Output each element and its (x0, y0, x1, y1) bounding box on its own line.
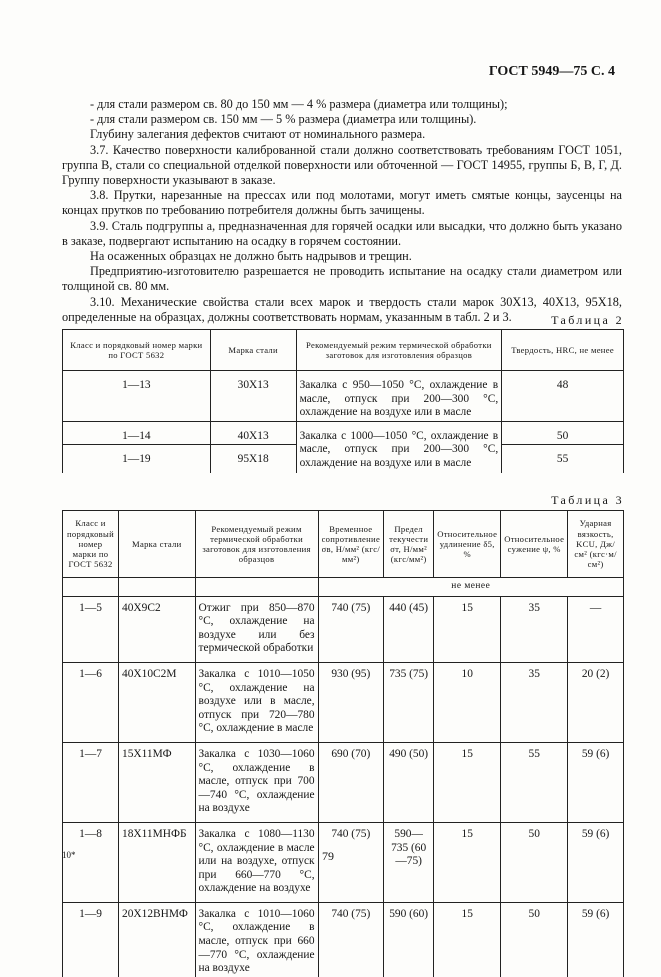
table3-header-yield-strength: Предел текучести σт, Н/мм² (кгс/мм²) (384, 511, 434, 578)
table3-cell-psi: 50 (501, 822, 568, 902)
table2-header-hardness: Твердость, HRC, не менее (502, 330, 624, 371)
table3-cell-kcu: 59 (6) (568, 742, 624, 822)
table3-cell-sigma-t: 440 (45) (384, 596, 434, 662)
table2-cell-treatment: Закалка с 950—1050 °С, охлаждение в масле, отпуск при 200—300 °С, охлаждение на воздухе или в масле (296, 371, 502, 422)
table2-cell-grade: 95Х18 (210, 445, 296, 473)
table3-header-tensile-strength: Временное сопротивление σв, Н/мм² (кгс/мм²) (318, 511, 384, 578)
table2 (62, 329, 624, 473)
paragraph: 3.9. Сталь подгруппы а, предназначенная для горячей осадки или высадки, что должно быть указано в заказе, подвергают испытанию на осадку в горячем состоянии. (62, 218, 622, 248)
paragraph: Предприятию-изготовителю разрешается не проводить испытание на осадку стали диаметром или толщиной св. 80 мм. (62, 264, 622, 294)
table3-cell-delta: 15 (434, 596, 501, 662)
table2-cell-grade: 30Х13 (210, 371, 296, 422)
table3-cell-psi: 55 (501, 742, 568, 822)
table3-subheader: не менее (318, 578, 623, 597)
paragraph: 3.8. Прутки, нарезанные на прессах или под молотами, могут иметь смятые концы, заусенцы на концах прутков по требованию потребителя должны быть зачищены. (62, 188, 622, 218)
table3-cell-kcu: 20 (2) (568, 662, 624, 742)
table2-header-class: Класс и порядковый номер марки по ГОСТ 5632 (63, 330, 211, 371)
table3-header-treatment: Рекомендуемый режим термической обработки заготовок для изготовления образцов (195, 511, 318, 578)
paragraph: 3.7. Качество поверхности калиброванной стали должно соответствовать требованиям ГОСТ 1051, группа В, стали со специальной отделкой поверхности или обточенной — ГОСТ 14955, группы Б, В, Г, Д. Группу поверхности указывают в заказе. (62, 142, 622, 188)
table3-header-grade: Марка стали (119, 511, 196, 578)
table3-cell-kcu: 59 (6) (568, 822, 624, 902)
table3-cell-grade: 18Х11МНФБ (119, 822, 196, 902)
table2-cell-class: 1—13 (63, 371, 211, 422)
table-row (63, 662, 624, 742)
table3-cell-psi: 35 (501, 596, 568, 662)
table-row (63, 421, 624, 445)
paragraph: - для стали размером св. 150 мм — 5 % размера (диаметра или толщины). (90, 112, 477, 127)
table3-cell-treatment: Закалка с 1010—1060 °С, охлаждение в масле, отпуск при 660—770 °С, охлаждение на воздухе (195, 902, 318, 976)
table3-cell-treatment: Закалка с 1010—1050 °С, охлаждение на воздухе или в масле, отпуск при 720—780 °С, охлаждение в масле (195, 662, 318, 742)
table3-cell-class: 1—5 (63, 596, 119, 662)
table3-cell-psi: 50 (501, 902, 568, 976)
table3-cell-treatment: Закалка с 1080—1130 °С, охлаждение в масле или на воздухе, отпуск при 660—770 °С, охлаждение на воздухе (195, 822, 318, 902)
table2-cell-class: 1—14 (63, 421, 211, 445)
table3-cell-psi: 35 (501, 662, 568, 742)
table3-cell-treatment: Закалка с 1030—1060 °С, охлаждение в масле, отпуск при 700—740 °С, охлаждение на воздухе (195, 742, 318, 822)
table-row (63, 902, 624, 976)
table3-cell-grade: 15Х11МФ (119, 742, 196, 822)
table3-cell-grade: 40Х10С2М (119, 662, 196, 742)
table3-cell-kcu: — (568, 596, 624, 662)
table3-cell-kcu: 59 (6) (568, 902, 624, 976)
print-signature-mark: 10* (62, 850, 76, 860)
table3-cell-delta: 15 (434, 742, 501, 822)
paragraph: - для стали размером св. 80 до 150 мм — 4 % размера (диаметра или толщины); (90, 97, 508, 111)
table3-cell-sigma-b: 740 (75) (318, 822, 384, 902)
table2-cell-hrc: 55 (502, 445, 624, 473)
table3-cell-delta: 15 (434, 902, 501, 976)
page-number: 79 (322, 849, 334, 863)
table2-header-treatment: Рекомендуемый режим термической обработки заготовок для изготовления образцов (296, 330, 502, 371)
table3-cell-sigma-t: 590—735 (60—75) (384, 822, 434, 902)
table3-cell-delta: 10 (434, 662, 501, 742)
table2-cell-class: 1—19 (63, 445, 211, 473)
table2-caption: Таблица 2 (551, 313, 624, 327)
table2-header-grade: Марка стали (210, 330, 296, 371)
table3 (62, 510, 624, 977)
paragraph: На осаженных образцах не должно быть надрывов и трещин. (90, 249, 412, 264)
table3-cell-sigma-b: 740 (75) (318, 902, 384, 976)
table3-cell-sigma-t: 590 (60) (384, 902, 434, 976)
table3-header-reduction: Относительное сужение ψ, % (501, 511, 568, 578)
table-row (63, 596, 624, 662)
table3-cell-class: 1—6 (63, 662, 119, 742)
table3-header-class: Класс и порядковый номер марки по ГОСТ 5632 (63, 511, 119, 578)
table2-cell-grade: 40Х13 (210, 421, 296, 445)
table3-cell-sigma-b: 740 (75) (318, 596, 384, 662)
table3-cell-delta: 15 (434, 822, 501, 902)
paragraph: 3.10. Механические свойства стали всех марок и твердость стали марок 30Х13, 40Х13, 95Х18, определенные на образцах, должны соответствовать нормам, указанным в табл. 2 и 3. (62, 294, 622, 324)
table3-cell-sigma-b: 930 (95) (318, 662, 384, 742)
table3-cell-class: 1—8 (63, 822, 119, 902)
table3-cell-sigma-t: 735 (75) (384, 662, 434, 742)
table2-cell-hrc: 48 (502, 371, 624, 422)
table3-caption: Таблица 3 (551, 493, 624, 507)
table3-header-impact: Ударная вязкость, KCU, Дж/см² (кгс·м/см²) (568, 511, 624, 578)
table3-cell-sigma-b: 690 (70) (318, 742, 384, 822)
body-text (62, 97, 622, 325)
paragraph: Глубину залегания дефектов считают от номинального размера. (90, 127, 426, 142)
table2-cell-hrc: 50 (502, 421, 624, 445)
table3-header-elongation: Относительное удлинение δ5, % (434, 511, 501, 578)
table3-cell-sigma-t: 490 (50) (384, 742, 434, 822)
table-row (63, 742, 624, 822)
table3-subheader-row (63, 578, 624, 597)
table3-cell-class: 1—7 (63, 742, 119, 822)
table3-cell-class: 1—9 (63, 902, 119, 976)
table3-cell-grade: 20Х12ВНМФ (119, 902, 196, 976)
table2-cell-treatment: Закалка с 1000—1050 °С, охлаждение в масле, отпуск при 200—300 °С, охлаждение на воздухе или в масле (296, 421, 502, 473)
table3-cell-treatment: Отжиг при 850—870 °С, охлаждение на воздухе или без термической обработки (195, 596, 318, 662)
table-row (63, 822, 624, 902)
page-header: ГОСТ 5949—75 С. 4 (488, 64, 615, 79)
table3-cell-grade: 40Х9С2 (119, 596, 196, 662)
table-row (63, 371, 624, 422)
